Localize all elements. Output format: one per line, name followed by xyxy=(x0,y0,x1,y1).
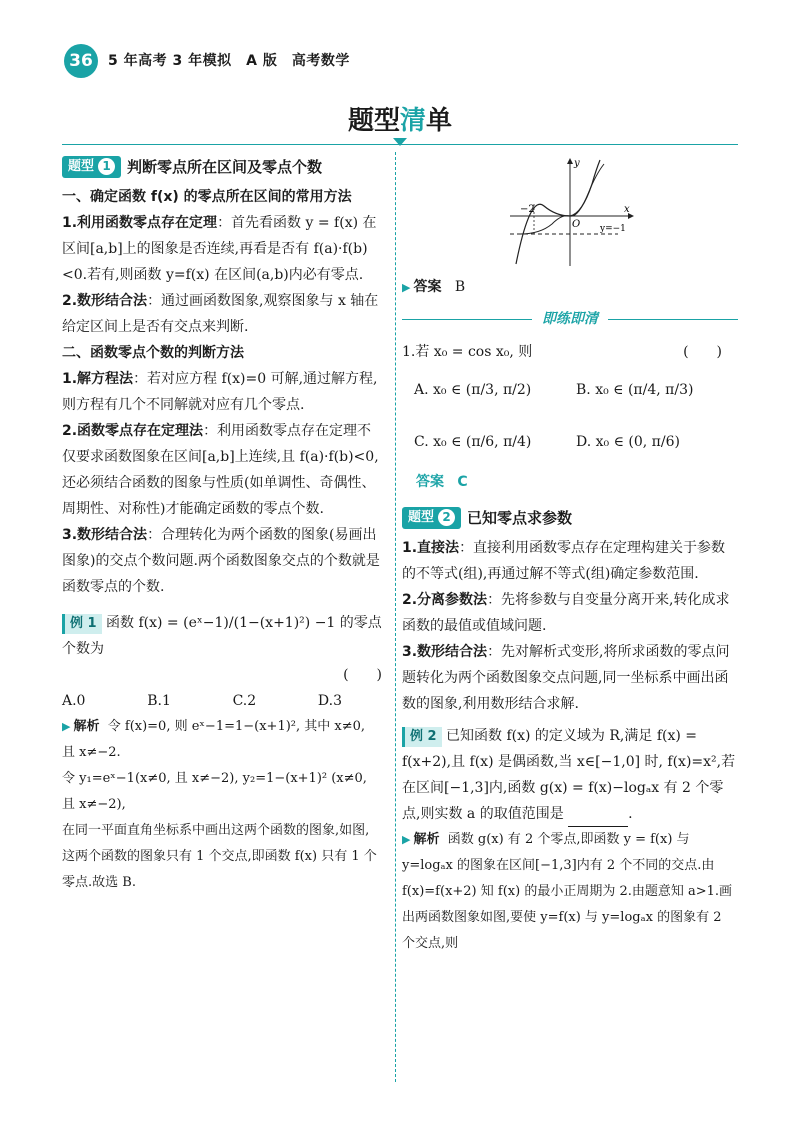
count-method3 xyxy=(62,522,382,600)
choice-a: A.0 xyxy=(62,693,86,709)
graph-label-origin: O xyxy=(572,219,581,230)
choice-b: B.1 xyxy=(147,693,171,709)
practice-bar xyxy=(402,307,738,331)
method2 xyxy=(62,288,382,340)
param-method1 xyxy=(402,535,738,587)
q1-answer-value: C xyxy=(457,474,468,490)
type2-badge-number: 2 xyxy=(438,509,455,526)
page-number: 36 xyxy=(64,44,98,78)
param-method2 xyxy=(402,587,738,639)
param-method3-label: 3.数形结合法 xyxy=(402,644,488,660)
param-method3-text: ：先对解析式变形,将所求函数的零点问题转化为两个函数图象交点问题,同一坐标系中画出函数的图象,利用数形结合求解. xyxy=(402,644,730,712)
example1-graph xyxy=(402,154,738,274)
running-head: 5 年高考 3 年模拟 A 版 高考数学 xyxy=(108,53,350,69)
count-method3-text: ：合理转化为两个函数的图象(易画出图象)的交点个数问题.两个函数图象交点的个数就是函数零点的个数. xyxy=(62,527,380,595)
graph-label-x: x xyxy=(624,204,630,215)
section-title-part1: 题型 xyxy=(347,106,400,136)
q1-stem-row xyxy=(402,339,738,365)
type1-badge-label: 题型 xyxy=(68,159,95,174)
type2-badge xyxy=(402,507,461,529)
example1-answer-value: B xyxy=(454,279,466,295)
method2-text: ：通过画函数图象,观察图象与 x 轴在给定区间上是否有交点来判断. xyxy=(62,293,379,335)
arrow-icon: ▶ xyxy=(402,281,411,294)
example1 xyxy=(62,610,382,662)
solution2-text: 函数 g(x) 有 2 个零点,即函数 y = f(x) 与 y=logₐx 的图象在区间[−1,3]内有 2 个不同的交点.由 f(x)=f(x+2) 知 f(x) 的最小正周期为 2.由题意知 a>1.画出两函数图象如图,要使 y=f(x) 与 y=logₐx 的图象有 2 个交点,则 xyxy=(402,832,733,951)
type1-badge-number: 1 xyxy=(98,158,115,175)
example2 xyxy=(402,723,738,827)
column-divider xyxy=(395,152,396,1082)
section-title xyxy=(0,100,800,137)
q1-choice-a: A. x₀ ∈ (π/3, π/2) xyxy=(414,382,532,398)
count-method3-label: 3.数形结合法 xyxy=(62,527,148,543)
choice-c: C.2 xyxy=(232,693,257,709)
q1-choice-d: D. x₀ ∈ (0, π/6) xyxy=(576,434,680,450)
solution2 xyxy=(402,827,738,957)
type2-badge-label: 题型 xyxy=(408,510,435,525)
q1-stem: 1.若 x₀ = cos x₀, 则 xyxy=(402,344,533,360)
q1-answer xyxy=(402,469,738,495)
type1-title: 判断零点所在区间及零点个数 xyxy=(127,158,323,176)
solution2-label: 解析 xyxy=(413,832,440,847)
count-method2 xyxy=(62,418,382,522)
example2-tail: . xyxy=(628,806,633,822)
example1-answer xyxy=(402,274,738,301)
graph-label-line: y=−1 xyxy=(600,224,626,234)
left-column xyxy=(62,154,382,896)
example1-text: 函数 f(x) = (eˣ−1)/(1−(x+1)²) −1 的零点个数为 xyxy=(62,615,382,657)
solution1-line3: 在同一平面直角坐标系中画出这两个函数的图象,如图,这两个函数的图象只有 1 个交点,即函数 f(x) 只有 1 个零点.故选 B. xyxy=(62,823,377,890)
arrow-icon: ▶ xyxy=(402,833,411,846)
q1-choices-row2 xyxy=(402,425,738,459)
example1-badge: 例 1 xyxy=(62,614,102,634)
example1-answer-label: 答案 xyxy=(413,279,442,295)
count-method1 xyxy=(62,366,382,418)
choice-d: D.3 xyxy=(317,693,342,709)
example2-badge: 例 2 xyxy=(402,727,442,747)
graph-label-y: y xyxy=(574,158,580,169)
solution1-label: 解析 xyxy=(73,719,100,734)
right-column xyxy=(402,154,738,957)
q1-choice-b: B. x₀ ∈ (π/4, π/3) xyxy=(576,382,694,398)
q1-choice-c: C. x₀ ∈ (π/6, π/4) xyxy=(414,434,532,450)
answer-blank xyxy=(568,808,628,827)
graph-label-neg2: −2 xyxy=(520,204,535,215)
heading-methods-interval: 一、确定函数 f(x) 的零点所在区间的常用方法 xyxy=(62,189,352,205)
count-method2-text: ：利用函数零点存在定理不仅要求函数图象在区间[a,b]上连续,且 f(a)·f(b)<0,还必须结合函数的图象与性质(如单调性、奇偶性、周期性、对称性)才能确定函数的零点个数. xyxy=(62,423,379,517)
method2-label: 2.数形结合法 xyxy=(62,293,148,309)
example1-paren: ( ) xyxy=(343,667,382,683)
q1-answer-label: 答案 xyxy=(416,474,444,490)
param-method2-text: ：先将参数与自变量分离开来,转化成求函数的最值或值域问题. xyxy=(402,592,730,634)
param-method2-label: 2.分离参数法 xyxy=(402,592,488,608)
section-title-part3: 单 xyxy=(426,106,453,136)
graph-figure xyxy=(500,154,640,272)
method1-label: 1.利用函数零点存在定理 xyxy=(62,215,218,231)
example2-text: 已知函数 f(x) 的定义域为 R,满足 f(x) = f(x+2),且 f(x) 是偶函数,当 x∈[−1,0] 时, f(x)=x²,若在区间[−1,3]内,函数 g(x) = f(x)−logₐx 有 2 个零点,则实数 a 的取值范围是 xyxy=(402,728,736,822)
method1-text: ：首先看函数 y = f(x) 在区间[a,b]上的图象是否连续,再看是否有 f(a)·f(b)<0.若有,则函数 y=f(x) 在区间(a,b)内必有零点. xyxy=(62,215,377,283)
count-method1-text: ：若对应方程 f(x)=0 可解,通过解方程,则方程有几个不同解就对应有几个零点. xyxy=(62,371,378,413)
param-method3 xyxy=(402,639,738,717)
q1-paren: ( ) xyxy=(683,344,722,360)
top-notch-icon xyxy=(393,138,407,146)
param-method1-label: 1.直接法 xyxy=(402,540,460,556)
type2-title: 已知零点求参数 xyxy=(467,509,573,527)
solution1-line1: 令 f(x)=0, 则 eˣ−1=1−(x+1)², 其中 x≠0, 且 x≠−2. xyxy=(62,719,366,760)
practice-bar-label: 即练即清 xyxy=(532,307,608,331)
arrow-icon: ▶ xyxy=(62,720,71,733)
method1 xyxy=(62,210,382,288)
type1-badge xyxy=(62,156,121,178)
solution1-line2: 令 y₁=eˣ−1(x≠0, 且 x≠−2), y₂=1−(x+1)² (x≠0, 且 x≠−2), xyxy=(62,771,367,812)
param-method1-text: ：直接利用函数零点存在定理构建关于参数的不等式(组),再通过解不等式(组)确定参数范围. xyxy=(402,540,726,582)
section-title-accent: 清 xyxy=(399,106,426,136)
q1-choices-row1 xyxy=(402,373,738,407)
example1-choices xyxy=(62,688,382,714)
count-method2-label: 2.函数零点存在定理法 xyxy=(62,423,204,439)
count-method1-label: 1.解方程法 xyxy=(62,371,134,387)
solution1 xyxy=(62,714,382,766)
heading-methods-count: 二、函数零点个数的判断方法 xyxy=(62,345,244,361)
